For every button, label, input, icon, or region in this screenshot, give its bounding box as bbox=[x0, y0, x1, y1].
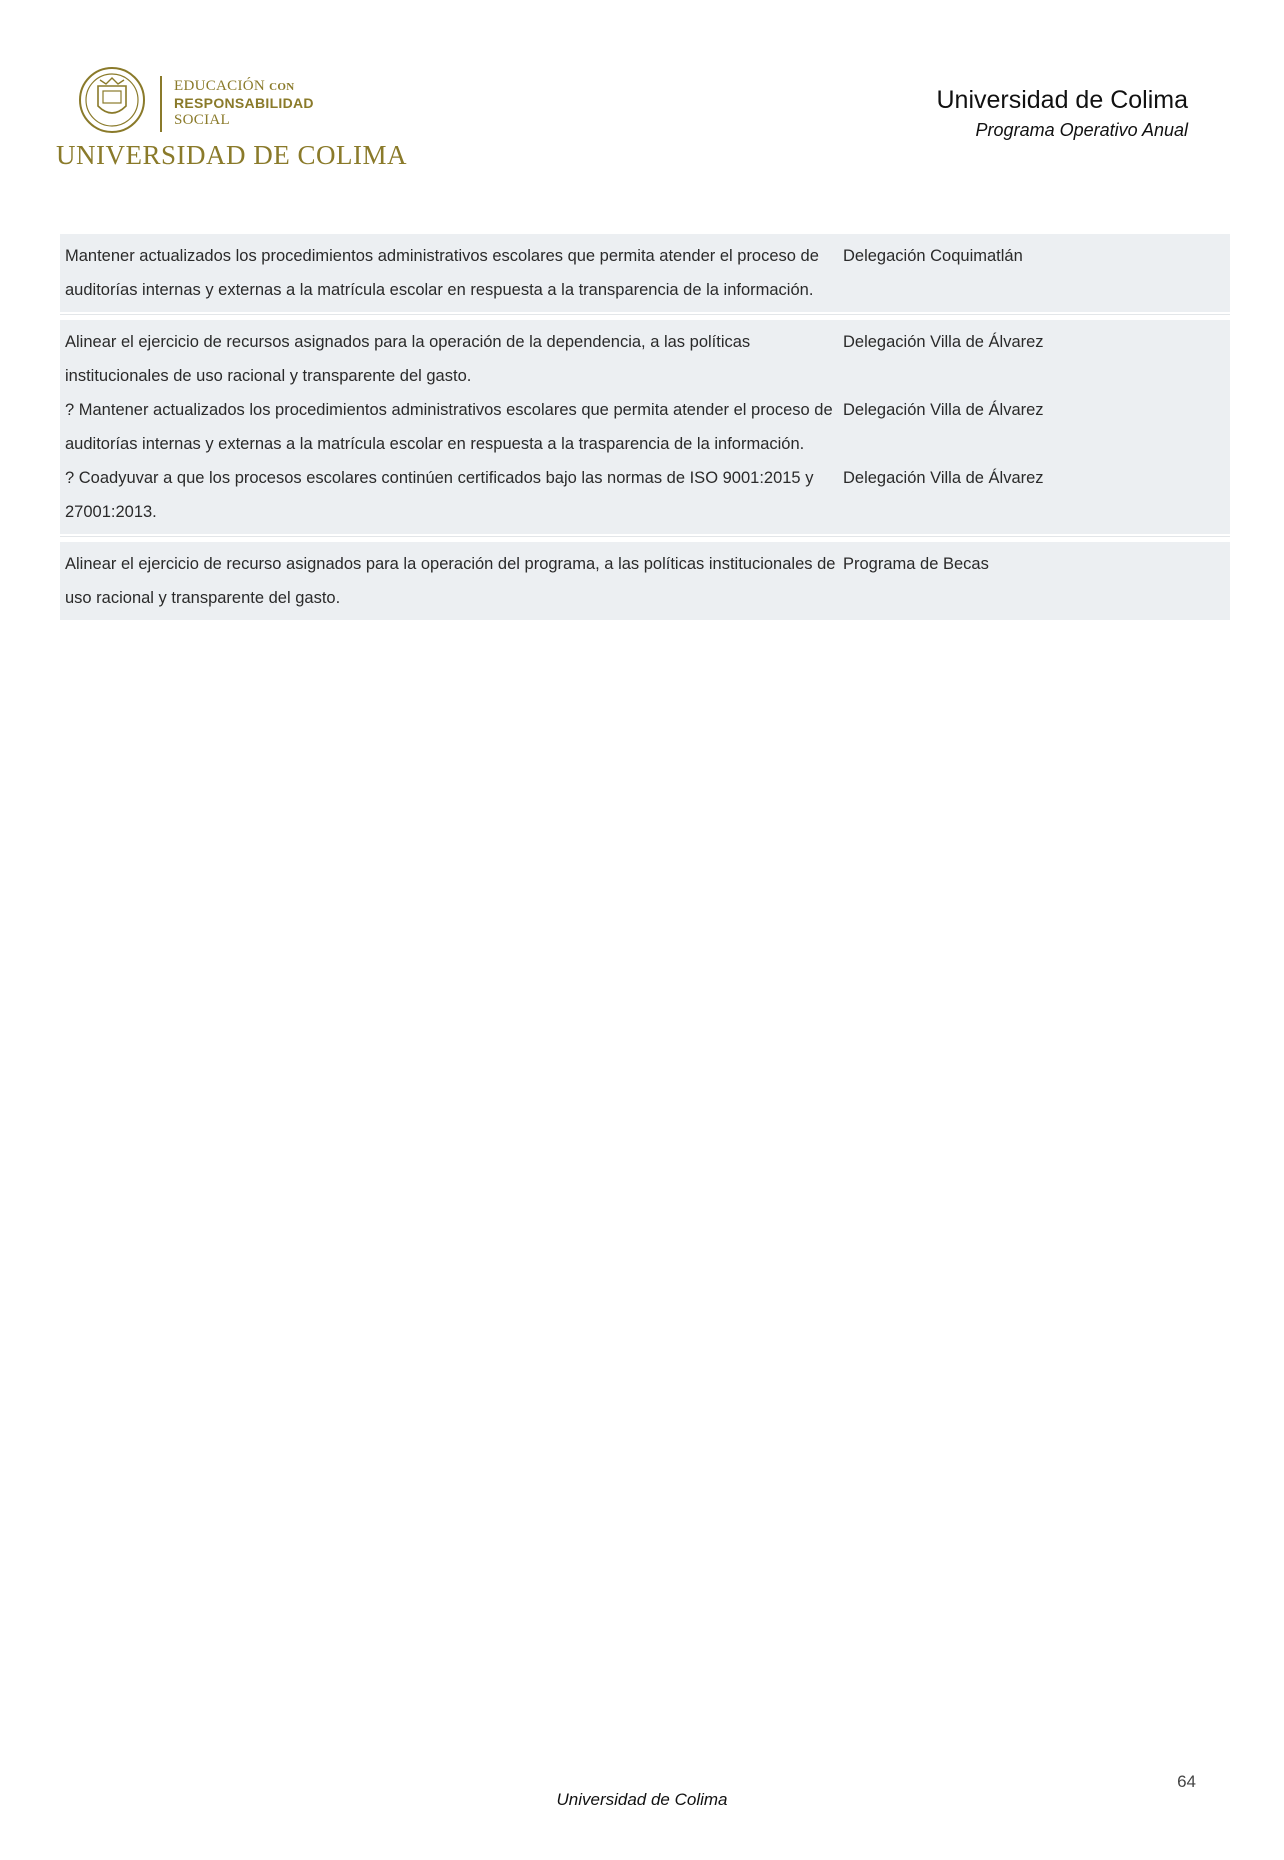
table-group bbox=[60, 320, 1230, 534]
university-logo bbox=[56, 64, 407, 174]
table-row bbox=[60, 461, 1230, 529]
page-header bbox=[936, 84, 1188, 144]
logo-university-name: UNIVERSIDAD DE COLIMA bbox=[56, 140, 407, 170]
table-row bbox=[60, 393, 1230, 461]
row-responsible: Delegación Villa de Álvarez bbox=[843, 333, 1044, 351]
page-number: 64 bbox=[1177, 1772, 1196, 1791]
footer-text: Universidad de Colima bbox=[556, 1790, 728, 1809]
university-seal-icon bbox=[78, 66, 146, 134]
row-description: Alinear el ejercicio de recursos asignados para la operación de la dependencia, a las políticas institucionales de uso racional y transparente del gasto. bbox=[65, 333, 751, 385]
logo-tagline: EDUCACIÓN CON RESPONSABILIDAD SOCIAL bbox=[174, 78, 314, 128]
table-group bbox=[60, 234, 1230, 312]
row-description: Mantener actualizados los procedimientos administrativos escolares que permita atender el proceso de auditorías internas y externas a la matrícula escolar en respuesta a la transparencia de la información. bbox=[65, 247, 819, 299]
row-description: Alinear el ejercicio de recurso asignados para la operación del programa, a las políticas institucionales de uso racional y transparente del gasto. bbox=[65, 555, 836, 607]
table-group bbox=[60, 542, 1230, 620]
table-row bbox=[60, 239, 1230, 307]
objectives-table bbox=[60, 234, 1230, 628]
row-responsible: Programa de Becas bbox=[843, 555, 989, 573]
row-description: ? Mantener actualizados los procedimientos administrativos escolares que permita atender el proceso de auditorías internas y externas a la matrícula escolar en respuesta a la trasparencia de la información. bbox=[65, 401, 833, 453]
table-row bbox=[60, 325, 1230, 393]
row-description: ? Coadyuvar a que los procesos escolares continúen certificados bajo las normas de ISO 9001:2015 y 27001:2013. bbox=[65, 469, 814, 521]
header-title: Universidad de Colima bbox=[936, 86, 1188, 114]
table-row bbox=[60, 547, 1230, 615]
header-subtitle: Programa Operativo Anual bbox=[975, 120, 1188, 140]
row-responsible: Delegación Villa de Álvarez bbox=[843, 401, 1044, 419]
row-responsible: Delegación Villa de Álvarez bbox=[843, 469, 1044, 487]
row-responsible: Delegación Coquimatlán bbox=[843, 247, 1023, 265]
logo-divider bbox=[160, 76, 162, 132]
